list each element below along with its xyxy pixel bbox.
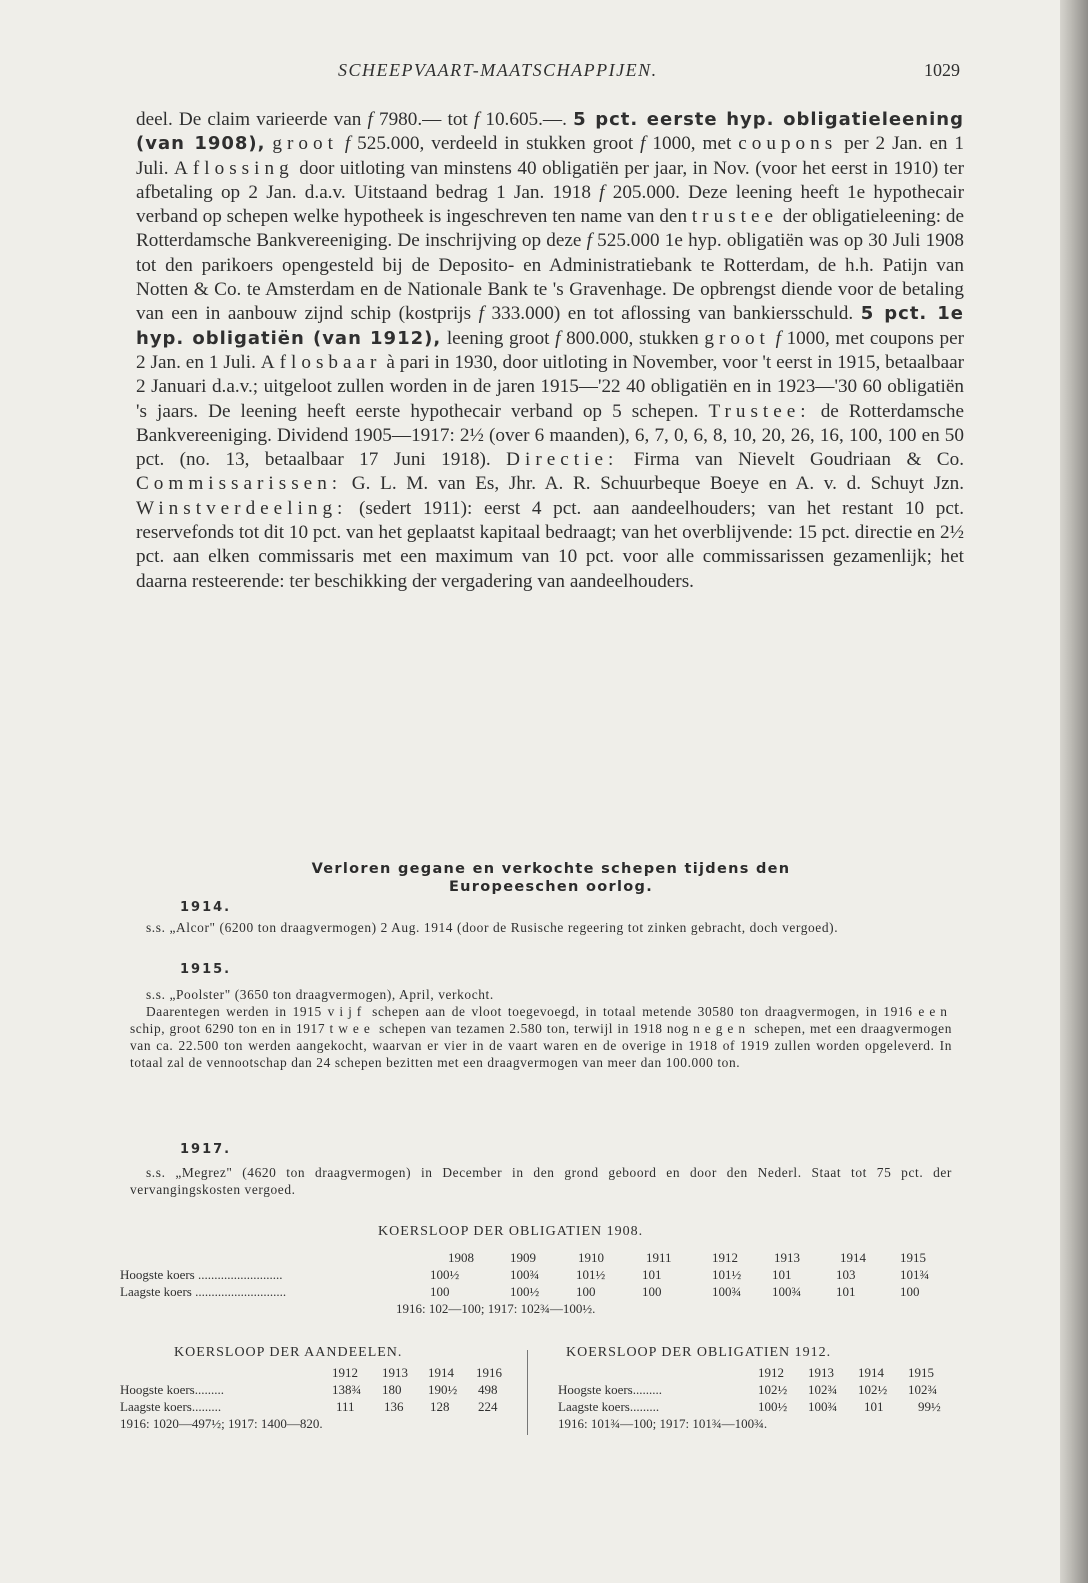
year-1915-heading: 1915.	[180, 962, 232, 977]
fleet-additions-text	[130, 1003, 952, 1071]
table-row	[558, 1398, 958, 1415]
spaced-term: groot	[704, 327, 770, 349]
currency-sign: f	[367, 109, 373, 130]
text-run: 205.000. Deze leening heeft 1e hypothecair verband op schepen welke hypotheek is ingeschreven ten name van den	[136, 181, 964, 228]
spaced-term: negen	[693, 1021, 751, 1036]
currency-sign: f	[344, 133, 351, 155]
text-run: schepen, met een draagvermogen van ca. 22.500 ton werden aangekocht, waarvan er vier in de vaart waren en de overige in 1918 of 1919 zullen worden opgeleverd. In totaal zal de vennootschap dan 24 schepen bezitten met een draagvermogen van meer dan 100.000 ton.	[130, 1021, 952, 1070]
year-cell: 1912	[332, 1365, 358, 1380]
section-title-line2: Europeeschen oorlog.	[448, 879, 654, 895]
value-cell: 102¾	[808, 1382, 838, 1397]
table-footnote-row	[120, 1415, 520, 1432]
currency-sign: f	[478, 303, 484, 325]
table-footnote-row	[120, 1300, 950, 1317]
table-row	[120, 1283, 950, 1300]
value-cell: 100½	[758, 1399, 788, 1414]
year-cell: 1913	[382, 1365, 408, 1380]
value-cell: 190½	[428, 1382, 458, 1397]
row-label: Hoogste koers.........	[120, 1382, 224, 1397]
table-1912	[558, 1364, 958, 1432]
bold-heading: 5 pct. eerste hyp. obligatieleening (van 1908),	[136, 109, 964, 155]
text-run: 525.000 1e hyp. obligatiën was op 30 Juli 1908 tot den parikoers opengesteld bij de Deposito- en Administratiebank te Rotterdam, de h.h. Patijn van Notten & Co. te Amsterdam en de Nationale Bank te 's Gravenhage. De opbrengst diende voor de betaling van een in aanbouw zijnd schip (kostprijs	[136, 230, 965, 325]
text-run: 1000, met	[645, 133, 739, 155]
row-label: Hoogste koers ..........................	[120, 1267, 283, 1282]
year-cell: 1909	[510, 1250, 536, 1265]
spaced-term: Commissarissen:	[136, 473, 343, 495]
text-run: 7980.— tot	[372, 109, 474, 130]
row-label: Laagste koers.........	[120, 1399, 222, 1414]
entry-1917	[130, 1164, 952, 1198]
value-cell: 111	[336, 1399, 355, 1414]
bold-heading: 5 pct. 1e hyp. obligatiën (van 1912),	[136, 303, 964, 349]
entry-1914	[146, 919, 954, 936]
column-divider	[527, 1350, 528, 1435]
year-cell: 1916	[476, 1365, 502, 1380]
entry-1914-text: s.s. „Alcor" (6200 ton draagvermogen) 2 Aug. 1914 (door de Rusische regeering tot zinken gebracht, doch vergoed).	[146, 920, 839, 935]
table-footnote: 1916: 1020—497½; 1917: 1400—820.	[120, 1416, 323, 1431]
text-run: 1000, met coupons per 2 Jan. en 1 Juli.	[136, 327, 964, 373]
text-run: Firma van Nievelt Goudriaan & Co.	[618, 449, 964, 471]
value-cell: 138¾	[332, 1382, 362, 1397]
text-run: schip, groot 6290 ton en in 1917	[130, 1021, 330, 1036]
text-run: per 2 Jan. en 1 Juli.	[136, 133, 965, 179]
value-cell: 136	[384, 1399, 404, 1414]
value-cell: 100	[430, 1284, 450, 1299]
year-cell: 1914	[428, 1365, 454, 1380]
spaced-term: een	[918, 1004, 952, 1019]
spaced-term: twee	[329, 1021, 375, 1036]
text-run: G. L. M. van Es, Jhr. A. R. Schuurbeque Boeye en A. v. d. Schuyt Jzn.	[342, 473, 964, 495]
value-cell: 102½	[758, 1382, 788, 1397]
value-cell: 101½	[712, 1267, 742, 1282]
running-title: SCHEEPVAART-MAATSCHAPPIJEN.	[338, 60, 658, 80]
value-cell: 100¾	[712, 1284, 742, 1299]
year-cell: 1910	[578, 1250, 604, 1265]
text-run: de Rotterdamsche Bankvereeniging. Dividend 1905—1917: 2½ (over 6 maanden), 6, 7, 0, 6, 8, 10, 20, 26, 16, 100, 100 en 50 pct. (no. 13, betaalbaar 17 Juni 1918).	[136, 400, 964, 471]
year-cell: 1912	[712, 1250, 738, 1265]
currency-sign: f	[586, 230, 592, 252]
table-footnote: 1916: 102—100; 1917: 102¾—100½.	[396, 1301, 596, 1316]
paragraph-text	[136, 108, 964, 594]
spaced-term: Aflossing	[174, 157, 294, 179]
table-row	[120, 1381, 520, 1398]
text-run: 333.000) en tot aflossing van bankiersschuld.	[483, 303, 861, 325]
spaced-term: coupons	[738, 133, 838, 155]
value-cell: 101½	[576, 1267, 606, 1282]
company-paragraph	[136, 108, 964, 594]
value-cell: 102½	[858, 1382, 888, 1397]
spaced-term: Trustee:	[708, 400, 811, 422]
table-row	[120, 1266, 950, 1283]
year-1914-heading: 1914.	[180, 900, 232, 915]
value-cell: 100½	[430, 1267, 460, 1282]
section-title-line1: Verloren gegane en verkochte schepen tijdens den	[311, 861, 791, 877]
text-run: à pari in 1930, door uitloting in November, voor 't eerst in 1915, betaalbaar 2 Januari d.a.v.; uitgeloot zullen worden in de jaren 1915—'22 40 obligatiën en in 1923—'30 60 obligatiën 's jaars. De leening heeft eerste hypothecair verband op 5 schepen.	[136, 351, 964, 422]
page-number: 1029	[924, 60, 960, 80]
text-run: 10.605.—.	[479, 109, 574, 130]
table-header-row	[558, 1364, 958, 1381]
text-run: door uitloting van minstens 40 obligatiën per jaar, in Nov. (voor het eerst in 1910) ter afbetaling op 2 Jan. d.a.v. Uitstaand bedrag 1 Jan. 1918	[136, 157, 964, 203]
table-1908-title: KOERSLOOP DER OBLIGATIEN 1908.	[378, 1224, 644, 1239]
value-cell: 101	[772, 1267, 792, 1282]
value-cell: 180	[382, 1382, 402, 1397]
value-cell: 100	[900, 1284, 920, 1299]
book-edge-shadow	[1060, 0, 1088, 1583]
value-cell: 100¾	[510, 1267, 540, 1282]
row-label: Laagste koers ............................	[120, 1284, 287, 1299]
table-footnote: 1916: 101¾—100; 1917: 101¾—100¾.	[558, 1416, 768, 1431]
year-cell: 1911	[646, 1250, 672, 1265]
text-run: 525.000, verdeeld in stukken groot	[350, 133, 641, 155]
year-cell: 1908	[448, 1250, 474, 1265]
currency-sign: f	[473, 109, 480, 130]
value-cell: 101	[642, 1267, 662, 1282]
year-cell: 1915	[908, 1365, 934, 1380]
year-cell: 1913	[774, 1250, 800, 1265]
year-cell: 1915	[900, 1250, 926, 1265]
value-cell: 101¾	[900, 1267, 930, 1282]
table-footnote-row	[558, 1415, 958, 1432]
year-cell: 1913	[808, 1365, 834, 1380]
table-header-row	[120, 1249, 950, 1266]
year-cell: 1912	[758, 1365, 784, 1380]
row-label-text: Hoogste koers	[120, 1267, 195, 1282]
table-row	[120, 1398, 520, 1415]
entry-1917-text: s.s. „Megrez" (4620 ton draagvermogen) in December in den grond geboord en door den Nederl. Staat tot 75 pct. der vervangingskosten vergoed.	[130, 1165, 952, 1197]
table-aandeelen-title: KOERSLOOP DER AANDEELEN.	[174, 1345, 403, 1360]
text-run: schepen aan de vloot toegevoegd, in totaal metende 30580 ton draagvermogen, in 1916	[366, 1004, 919, 1019]
row-label-text: Laagste koers	[120, 1284, 192, 1299]
text-run: der obligatieleening: de Rotterdamsche Bankvereeniging. De inschrijving op deze	[136, 206, 964, 252]
spaced-term: groot	[272, 133, 338, 155]
row-label: Hoogste koers.........	[558, 1382, 662, 1397]
spaced-term: Aflosbaar	[260, 351, 382, 373]
value-cell: 101	[836, 1284, 856, 1299]
value-cell: 100	[642, 1284, 662, 1299]
value-cell: 101	[864, 1399, 884, 1414]
text-run: (sedert 1911): eerst 4 pct. aan aandeelhouders; van het restant 10 pct. reservefonds tot dit 10 pct. van het geplaatst kapitaal bedraagt; van het overblijvende: 15 pct. directie en 2½ pct. aan elken commissaris met een maximum van 10 pct. voor alle commissarissen gezamenlijk; het daarna resteerende: ter beschikking der vergadering van aandeelhouders.	[136, 497, 964, 592]
currency-sign: f	[640, 133, 646, 155]
year-cell: 1914	[858, 1365, 884, 1380]
currency-sign: f	[555, 327, 561, 349]
year-1917-heading: 1917.	[180, 1142, 232, 1157]
text-run: deel. De claim varieerde van	[136, 109, 368, 130]
value-cell: 100¾	[772, 1284, 802, 1299]
table-1908	[120, 1249, 950, 1317]
value-cell: 100	[576, 1284, 596, 1299]
value-cell: 102¾	[908, 1382, 938, 1397]
table-aandeelen	[120, 1364, 520, 1432]
entry-1915-text: s.s. „Poolster" (3650 ton draagvermogen), April, verkocht.	[146, 987, 494, 1002]
table-row	[558, 1381, 958, 1398]
value-cell: 128	[430, 1399, 450, 1414]
currency-sign: f	[775, 327, 781, 349]
page-header	[0, 58, 1060, 86]
value-cell: 498	[478, 1382, 498, 1397]
text-run: leening groot	[441, 327, 556, 349]
value-cell: 224	[478, 1399, 498, 1414]
value-cell: 100¾	[808, 1399, 838, 1414]
value-cell: 99½	[918, 1399, 941, 1414]
spaced-term: trustee	[691, 206, 778, 228]
year-cell: 1914	[840, 1250, 866, 1265]
text-run: 800.000, stukken	[560, 327, 705, 349]
table-header-row	[120, 1364, 520, 1381]
row-label: Laagste koers.........	[558, 1399, 660, 1414]
section-title	[196, 860, 906, 896]
fleet-additions	[130, 1003, 952, 1071]
value-cell: 103	[836, 1267, 856, 1282]
spaced-term: Winstverdeeling:	[136, 497, 348, 519]
spaced-term: vijf	[327, 1004, 367, 1019]
currency-sign: f	[599, 181, 605, 203]
text-run: schepen van tezamen 2.580 ton, terwijl in 1918 nog	[374, 1021, 694, 1036]
table-1912-title: KOERSLOOP DER OBLIGATIEN 1912.	[566, 1345, 832, 1360]
text-run: Daarentegen werden in 1915	[146, 1004, 328, 1019]
text-run	[338, 133, 345, 154]
value-cell: 100½	[510, 1284, 540, 1299]
spaced-term: Directie:	[506, 449, 619, 471]
entry-1915	[146, 986, 954, 1003]
